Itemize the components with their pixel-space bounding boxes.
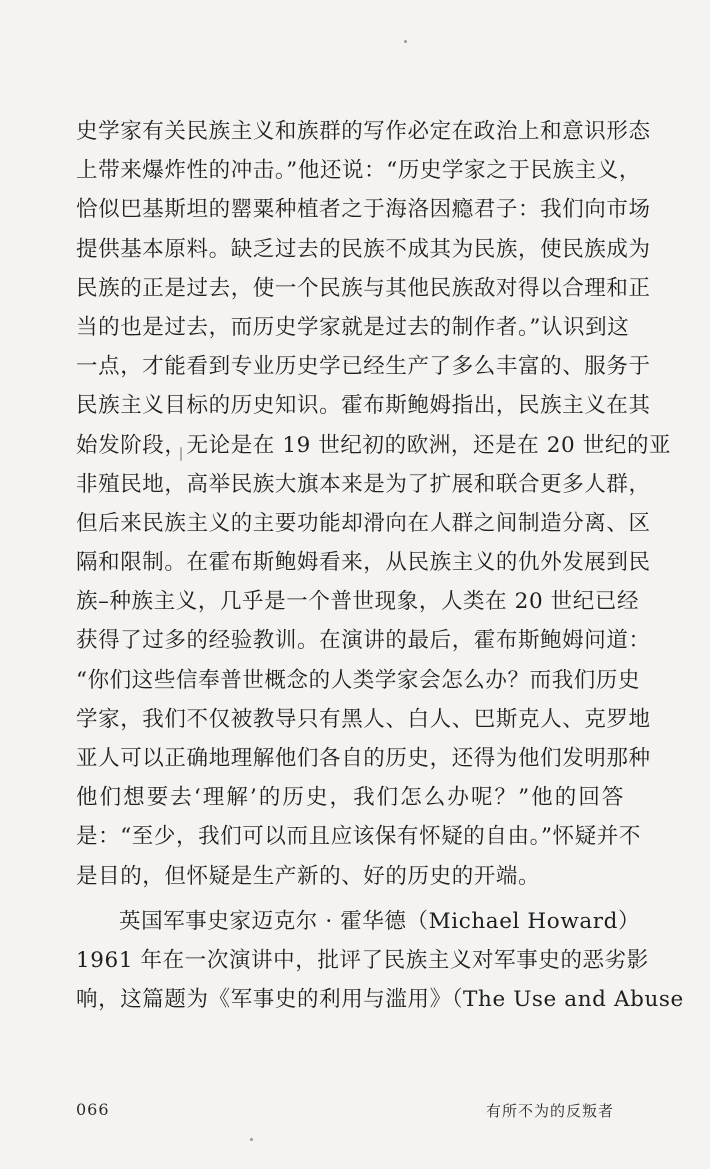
text-line: 当的也是过去，而历史学家就是过去的制作者。”认识到这 xyxy=(76,314,630,340)
text-line: 史学家有关民族主义和族群的写作必定在政治上和意识形态 xyxy=(76,119,651,144)
text-line: 提供基本原料。缺乏过去的民族不成其为民族，使民族成为 xyxy=(76,236,651,262)
text-line: 非殖民地，高举民族大旗本来是为了扩展和联合更多人群， xyxy=(76,471,651,497)
text-line: 是：“至少，我们可以而且应该保有怀疑的自由。”怀疑并不 xyxy=(76,824,641,850)
scan-speck xyxy=(250,1138,253,1141)
text-line: 上带来爆炸性的冲击。”他还说：“历史学家之于民族主义， xyxy=(76,158,641,184)
text-line: 响，这篇题为《军事史的利用与滥用》（The Use and Abuse xyxy=(76,987,684,1013)
text-line: 1961 年在一次演讲中，批评了民族主义对军事史的恶劣影 xyxy=(76,947,649,973)
text-line: 始发阶段，无论是在 19 世纪初的欧洲，还是在 20 世纪的亚 xyxy=(76,432,672,458)
text-line: 族–种族主义，几乎是一个普世现象，人类在 20 世纪已经 xyxy=(76,589,640,615)
body-text xyxy=(76,112,684,1019)
text-line: 他们想要去‘理解’的历史，我们怎么办呢？”他的回答 xyxy=(76,785,624,811)
text-line: 民族的正是过去，使一个民族与其他民族敌对得以合理和正 xyxy=(76,275,651,301)
text-line: 英国军事史家迈克尔 · 霍华德（Michael Howard） xyxy=(119,908,641,934)
paragraph-1 xyxy=(76,112,672,896)
text-line: 但后来民族主义的主要功能却滑向在人群之间制造分离、区 xyxy=(76,510,651,536)
scan-speck xyxy=(404,40,407,43)
text-line: 是目的，但怀疑是生产新的、好的历史的开端。 xyxy=(76,863,541,889)
running-footer-title: 有所不为的反叛者 xyxy=(485,1102,614,1120)
text-line: 一点，才能看到专业历史学已经生产了多么丰富的、服务于 xyxy=(76,354,651,380)
text-line: 亚人可以正确地理解他们各自的历史，还得为他们发明那种 xyxy=(76,746,651,771)
paragraph-2 xyxy=(76,902,684,1020)
text-line: 民族主义目标的历史知识。霍布斯鲍姆指出，民族主义在其 xyxy=(76,393,651,419)
text-line: 学家，我们不仅被教导只有黑人、白人、巴斯克人、克罗地 xyxy=(76,706,651,732)
text-line: 获得了过多的经验教训。在演讲的最后，霍布斯鲍姆问道： xyxy=(76,628,651,654)
text-line: “你们这些信奉普世概念的人类学家会怎么办？而我们历史 xyxy=(76,667,641,693)
text-line: 隔和限制。在霍布斯鲍姆看来，从民族主义的仇外发展到民 xyxy=(76,550,651,576)
text-line: 恰似巴基斯坦的罂粟种植者之于海洛因瘾君子：我们向市场 xyxy=(76,197,651,223)
page-number: 066 xyxy=(76,1100,110,1119)
